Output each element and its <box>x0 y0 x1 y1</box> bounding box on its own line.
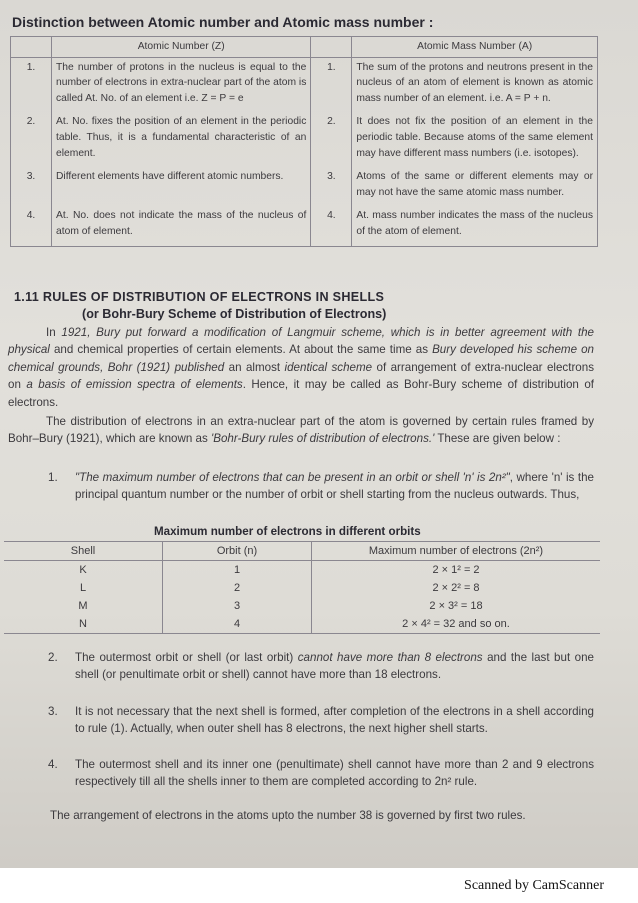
atomic-number-cell: At. No. fixes the position of an element in the periodic table. Thus, it is a fundamental characteristic of an element. <box>52 112 311 167</box>
mass-number-cell: The sum of the protons and neutrons present in the nucleus of an atom of element is known as atomic mass number of an element. i.e. A = P + n. <box>352 57 598 112</box>
section-subtitle: (or Bohr-Bury Scheme of Distribution of Electrons) <box>82 307 387 321</box>
closing-paragraph: The arrangement of electrons in the atoms upto the number 38 is governed by first two rules. <box>50 809 526 822</box>
col-header-orbit: Orbit (n) <box>163 542 312 561</box>
orbit-table <box>4 541 600 634</box>
distinction-table <box>10 36 598 247</box>
col-header-mass-number: Atomic Mass Number (A) <box>352 37 598 58</box>
mass-number-cell: Atoms of the same or different elements may or may not have the same atomic mass number. <box>352 167 598 206</box>
paragraph-intro: In 1921, Bury put forward a modification of Langmuir scheme, which is in better agreement with the physical and chemical properties of certain elements. At about the same time as Bury developed his scheme on chemical grounds, Bohr (1921) published an almost identical scheme of arrangement of extra-nuclear electrons on a basis of emission spectra of elements. Hence, it may be called as Bohr-Bury scheme of distribution of electrons. <box>8 326 595 409</box>
scanner-watermark: Scanned by CamScanner <box>464 878 604 893</box>
table-row: L 2 2 × 2² = 8 <box>4 579 600 597</box>
mass-number-cell: At. mass number indicates the mass of the nucleus of the atom of element. <box>352 206 598 246</box>
col-header-atomic-number: Atomic Number (Z) <box>52 37 311 58</box>
rule-4: 4. The outermost shell and its inner one (penultimate) shell cannot have more than 2 and 9 electrons respectively till all the shells inner to them are completed according to 2n² rule. <box>48 758 594 788</box>
rule-3: 3. It is not necessary that the next shell is formed, after completion of the electrons in a shell according to rule (1). Actually, when outer shell has 8 electrons, the next higher shell starts. <box>48 705 594 735</box>
paragraph-rules-intro: The distribution of electrons in an extra-nuclear part of the atom is governed by certain rules framed by Bohr–Bury (1921), which are known as 'Bohr-Bury rules of distribution of electrons.' These are given below : <box>8 415 594 446</box>
table-row: 4. At. No. does not indicate the mass of the nucleus of atom of element. 4. At. mass number indicates the mass of the nucleus of the atom of element. <box>11 206 598 246</box>
orbit-table-caption: Maximum number of electrons in different orbits <box>154 525 421 538</box>
table-row: K 1 2 × 1² = 2 <box>4 561 600 580</box>
rule-2: 2. The outermost orbit or shell (or last orbit) cannot have more than 8 electrons and the last but one shell (or penultimate orbit or shell) cannot have more than 18 electrons. <box>48 651 594 681</box>
table-row: 2. At. No. fixes the position of an element in the periodic table. Thus, it is a fundamental characteristic of an element. 2. It does not fix the position of an element in the periodic table. Because atoms of the same element may have different mass numbers (i.e. isotopes). <box>11 112 598 167</box>
scanner-footer <box>0 868 638 903</box>
col-header-shell: Shell <box>4 542 163 561</box>
table-row: N 4 2 × 4² = 32 and so on. <box>4 615 600 634</box>
mass-number-cell: It does not fix the position of an element in the periodic table. Because atoms of the same element may have different mass numbers (i.e. isotopes). <box>352 112 598 167</box>
table-row: M 3 2 × 3² = 18 <box>4 597 600 615</box>
section-title: 1.11 RULES OF DISTRIBUTION OF ELECTRONS IN SHELLS <box>14 290 385 304</box>
col-header-max-electrons: Maximum number of electrons (2n²) <box>312 542 601 561</box>
rule-1: 1. "The maximum number of electrons that can be present in an orbit or shell 'n' is 2n²", where 'n' is the principal quantum number or the number of orbit or shell starting from the nucleus outwards. Thus, <box>48 471 594 501</box>
atomic-number-cell: The number of protons in the nucleus is equal to the number of electrons in extra-nuclear part of the atom is called At. No. of an element i.e. Z = P = e <box>52 57 311 112</box>
table-row: 1. The number of protons in the nucleus is equal to the number of electrons in extra-nuclear part of the atom is called At. No. of an element i.e. Z = P = e 1. The sum of the protons and neutrons present in the nucleus of an atom of element is known as atomic mass number of an element. i.e. A = P + n. <box>11 57 598 112</box>
table-row: 3. Different elements have different atomic numbers. 3. Atoms of the same or different elements may or may not have the same atomic mass number. <box>11 167 598 206</box>
atomic-number-cell: Different elements have different atomic numbers. <box>52 167 311 206</box>
atomic-number-cell: At. No. does not indicate the mass of the nucleus of atom of element. <box>52 206 311 246</box>
table-heading: Distinction between Atomic number and Atomic mass number : <box>12 14 434 30</box>
